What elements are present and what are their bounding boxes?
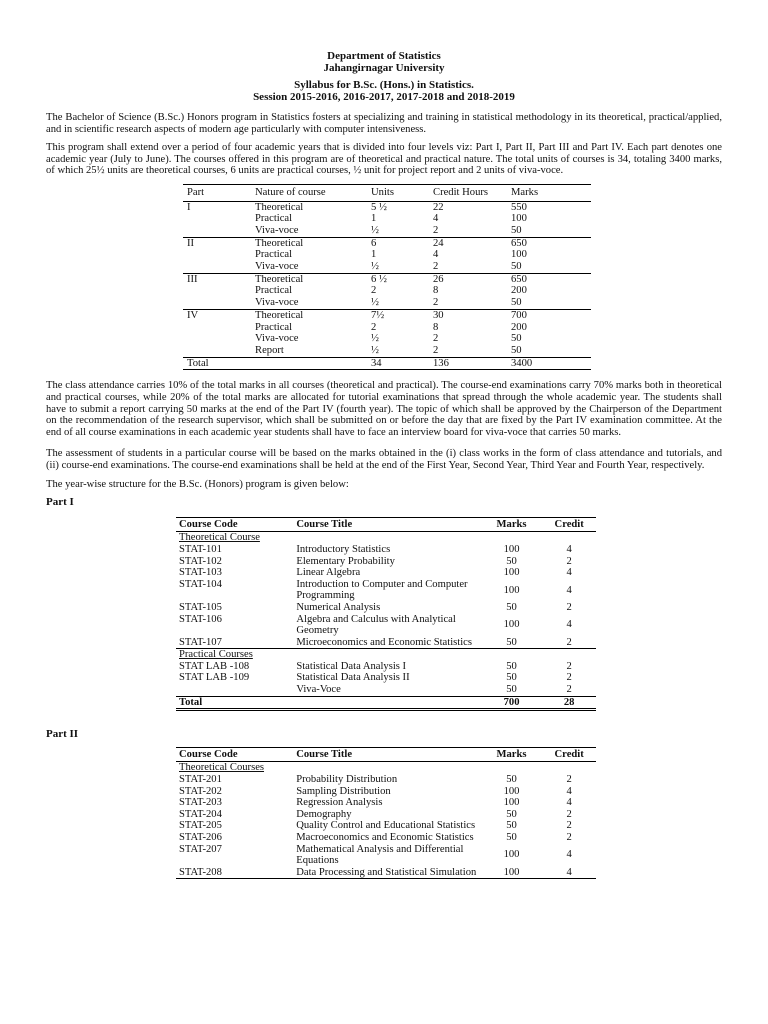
university-name: Jahangirnagar University (323, 62, 445, 74)
course-row (176, 867, 596, 879)
summary-cell: 2 (433, 261, 511, 273)
course-cell: Macroeconomics and Economic Statistics (296, 832, 474, 843)
summary-cell (183, 322, 255, 334)
summary-cell: Theoretical (255, 309, 304, 321)
course-row (176, 797, 596, 809)
course-row (176, 579, 596, 602)
syllabus-title: Syllabus for B.Sc. (Hons.) in Statistics. (294, 79, 474, 91)
summary-cell: 50 (511, 345, 591, 357)
total-cell (296, 696, 480, 710)
course-cell: Statistical Data Analysis I (296, 660, 407, 672)
summary-total-cell (255, 357, 371, 370)
summary-body (183, 201, 591, 370)
summary-row (183, 201, 591, 213)
summary-cell: 2 (433, 345, 511, 357)
course-row (176, 844, 596, 867)
summary-cell: Viva-voce (255, 333, 299, 345)
summary-row (183, 297, 591, 309)
summary-cell: Theoretical (255, 237, 304, 249)
summary-cell: 22 (433, 201, 444, 213)
course-cell: STAT-107 (179, 636, 222, 648)
summary-cell (183, 345, 255, 357)
summary-cell: 2 (433, 297, 511, 309)
course-cell: 50 (506, 808, 517, 820)
course-cell: STAT LAB -108 (179, 660, 250, 672)
course-cell: STAT-205 (179, 820, 222, 832)
course-cell: 100 (503, 543, 520, 555)
course-cell: 50 (506, 774, 517, 786)
summary-cell: Viva-voce (255, 261, 371, 273)
summary-cell: 6 (371, 237, 377, 249)
course-row (176, 774, 596, 786)
summary-cell: 50 (511, 333, 522, 345)
course-row (176, 556, 596, 568)
course-row (176, 684, 596, 696)
summary-total-cell: 136 (433, 357, 511, 370)
course-cell: Data Processing and Statistical Simulation (296, 867, 481, 879)
part-2-body (176, 762, 596, 879)
part-2-table (176, 747, 596, 880)
summary-cell: 200 (511, 285, 527, 297)
course-cell: 2 (566, 774, 572, 786)
summary-cell: 550 (511, 201, 527, 213)
course-cell: Viva-Voce (296, 684, 341, 696)
summary-cell: Viva-voce (255, 297, 371, 309)
summary-cell: Practical (255, 249, 293, 261)
course-cell: Regression Analysis (296, 797, 383, 809)
total-cell: 700 (481, 696, 543, 710)
total-cell: 28 (542, 696, 596, 710)
summary-row (183, 213, 591, 225)
summary-row (183, 273, 591, 285)
course-cell: Elementary Probability (296, 555, 395, 567)
summary-cell: Practical (255, 213, 293, 225)
course-cell: STAT-105 (179, 601, 222, 613)
credit-header: Credit (542, 747, 596, 762)
course-cell: 2 (566, 808, 572, 820)
summary-row (183, 345, 591, 357)
course-row (176, 820, 596, 832)
part-1-body (176, 532, 596, 710)
summary-cell: 7½ (371, 309, 385, 321)
course-cell: 100 (481, 867, 543, 879)
course-cell: 2 (566, 636, 572, 648)
course-cell: 2 (566, 555, 572, 567)
course-cell: 4 (566, 785, 572, 797)
course-cell: Microeconomics and Economic Statistics (296, 636, 472, 648)
course-cell: 100 (503, 584, 520, 596)
summary-cell: Practical (255, 321, 293, 333)
course-cell: 50 (506, 832, 517, 843)
summary-row (183, 309, 591, 321)
course-row (176, 544, 596, 556)
section-heading-row (176, 649, 596, 661)
summary-header-row (183, 184, 591, 201)
summary-cell: Report (255, 345, 371, 357)
summary-cell: 1 (371, 213, 377, 225)
summary-cell: ½ (371, 333, 379, 345)
assessment-paragraph: The assessment of students in a particular course will be based on the marks obtained in the (i) class works in the form of class attendance and tutorials, and (ii) course-end examinations. The course-end examinations shall be held at the end of the First Year, Second Year, Third Year and Fourth Year, respectively. (46, 448, 722, 471)
summary-cell: 2 (433, 333, 439, 345)
course-cell: 2 (566, 832, 572, 843)
marks-header: Marks (481, 747, 543, 762)
summary-cell: 6 ½ (371, 273, 387, 285)
course-cell: 4 (542, 867, 596, 879)
summary-cell: Practical (255, 285, 293, 297)
course-row (176, 672, 596, 684)
summary-row (183, 333, 591, 345)
summary-cell (183, 213, 255, 225)
section-heading: Practical Courses (176, 649, 596, 661)
summary-cell: 26 (433, 273, 444, 285)
course-cell: 50 (506, 684, 517, 696)
summary-cell: ½ (371, 225, 433, 237)
section-heading: Theoretical Course (179, 532, 260, 544)
intro-paragraph: The Bachelor of Science (B.Sc.) Honors program in Statistics fosters at specializing and training in statistical methodology in its theoretical, practical/applied, and in scientific research aspects of modern age particularly with computer intensiveness. (46, 112, 722, 135)
course-cell: STAT-202 (179, 785, 222, 797)
summary-cell: 8 (433, 285, 439, 297)
course-title-header: Course Title (296, 517, 480, 532)
summary-cell: 200 (511, 321, 527, 333)
summary-cell: 100 (511, 249, 527, 261)
course-cell: 2 (566, 601, 572, 613)
summary-table (183, 184, 591, 370)
course-row (176, 786, 596, 798)
summary-row (183, 261, 591, 273)
summary-cell: 4 (433, 213, 439, 225)
summary-row (183, 237, 591, 249)
course-cell: Algebra and Calculus with Analytical Geometry (296, 613, 456, 637)
summary-cell: 4 (433, 249, 439, 261)
summary-cell: IV (187, 309, 199, 321)
course-cell: 50 (506, 820, 517, 832)
course-cell: STAT-102 (179, 555, 222, 567)
course-cell: Numerical Analysis (296, 601, 381, 613)
course-cell: STAT-203 (179, 797, 222, 809)
summary-cell (183, 249, 255, 261)
section-heading: Theoretical Courses (179, 762, 265, 774)
attendance-paragraph: The class attendance carries 10% of the total marks in all courses (theoretical and practical). The course-end examinations carry 70% marks both in theoretical and practical courses, while 20% of the total marks are allocated for tutorial examinations that spread through the whole academic year. The students shall have to submit a report carrying 50 marks at the end of the Part IV (fourth year). The topic of which shall be approved by the Chairperson of the Department on the recommendation of the research supervisor, which shall be submitted on or before the day that are fixed by the Part IV examination committee. At the end of all course examinations in each academic year students shall have to face an interview board for viva-voce that carries 50 marks. (46, 380, 722, 438)
course-cell: 2 (566, 672, 572, 684)
part-2-header-row (176, 747, 596, 762)
credit-header: Credit (542, 517, 596, 532)
summary-cell (183, 285, 255, 297)
course-cell: STAT-103 (179, 567, 222, 579)
summary-row (183, 249, 591, 261)
summary-cell: ½ (371, 345, 433, 357)
summary-cell: 50 (511, 297, 591, 309)
course-code-header: Course Code (176, 747, 296, 762)
course-cell: STAT-208 (176, 867, 296, 879)
course-cell: STAT-104 (179, 578, 222, 590)
summary-cell: 50 (511, 261, 591, 273)
summary-cell: 2 (371, 321, 377, 333)
course-cell: STAT-201 (179, 774, 222, 786)
course-cell: 4 (566, 849, 572, 861)
summary-row (183, 225, 591, 237)
summary-cell: Theoretical (255, 273, 304, 285)
summary-total-cell: Total (183, 357, 255, 370)
summary-cell: II (187, 237, 195, 249)
summary-cell: 2 (371, 285, 377, 297)
course-cell: STAT-207 (179, 843, 222, 855)
summary-cell (183, 333, 255, 345)
summary-cell: Viva-voce (255, 225, 371, 237)
course-cell: Introductory Statistics (296, 543, 391, 555)
program-paragraph: This program shall extend over a period of four academic years that is divided into four levels viz: Part I, Part II, Part III and Part IV. Each part denotes one academic year (July to June). The courses offered in this program are of theoretical and practical nature. The total units of courses is 34, totaling 3400 marks, of which 25½ units are theoretical courses, 6 units are practical courses, ½ unit for project report and 2 units of viva-voce. (46, 142, 722, 177)
summary-cell: 700 (511, 309, 527, 321)
summary-header-cell: Part (183, 184, 255, 201)
session-title: Session 2015-2016, 2016-2017, 2017-2018 and 2018-2019 (253, 91, 515, 103)
summary-cell: 8 (433, 321, 439, 333)
course-cell: 100 (503, 619, 520, 631)
summary-row (183, 285, 591, 297)
course-cell: Probability Distribution (296, 774, 398, 786)
course-cell: STAT-204 (179, 808, 222, 820)
course-row (176, 832, 596, 844)
course-code-header: Course Code (176, 517, 296, 532)
course-cell: STAT-106 (179, 613, 222, 625)
course-cell: 4 (566, 567, 572, 579)
course-row (176, 614, 596, 637)
course-cell: 100 (503, 797, 520, 809)
summary-total-cell: 34 (371, 357, 433, 370)
course-row (176, 637, 596, 649)
course-cell: 4 (566, 797, 572, 809)
summary-cell: Theoretical (255, 201, 304, 213)
summary-cell: 1 (371, 249, 377, 261)
summary-cell: 650 (511, 237, 527, 249)
course-cell: STAT-101 (179, 543, 222, 555)
summary-cell (183, 261, 255, 273)
summary-cell: 24 (433, 237, 444, 249)
summary-cell: 100 (511, 213, 527, 225)
summary-cell: ½ (371, 261, 433, 273)
summary-cell (183, 225, 255, 237)
course-row (176, 567, 596, 579)
course-cell: STAT LAB -109 (179, 672, 250, 684)
syllabus-page (46, 50, 722, 879)
summary-cell: I (187, 201, 191, 213)
summary-row (183, 322, 591, 334)
course-cell: Sampling Distribution (296, 785, 391, 797)
summary-cell: 650 (511, 273, 527, 285)
part-1-header-row (176, 517, 596, 532)
summary-total-cell: 3400 (511, 357, 591, 370)
course-cell: 50 (506, 601, 517, 613)
course-cell: 4 (566, 619, 572, 631)
section-heading-row (176, 532, 596, 544)
course-cell: 50 (506, 636, 517, 648)
part-1-table (176, 517, 596, 712)
course-cell: 100 (503, 567, 520, 579)
summary-cell: ½ (371, 297, 433, 309)
total-cell: Total (176, 696, 296, 710)
summary-header-cell: Credit Hours (433, 184, 511, 201)
summary-cell: 30 (433, 309, 444, 321)
marks-header: Marks (481, 517, 543, 532)
course-cell: 100 (503, 785, 520, 797)
course-cell: 50 (506, 672, 517, 684)
course-row (176, 602, 596, 614)
course-cell: Introduction to Computer and Computer Programming (296, 578, 468, 602)
summary-cell: 2 (433, 225, 511, 237)
department-name: Department of Statistics (327, 50, 441, 62)
summary-header-cell: Marks (511, 184, 591, 201)
part-2-label: Part II (46, 728, 79, 741)
total-row (176, 696, 596, 710)
course-cell (176, 684, 296, 696)
course-cell: 50 (506, 660, 517, 672)
structure-intro: The year-wise structure for the B.Sc. (Honors) program is given below: (46, 478, 349, 490)
summary-cell: III (187, 273, 198, 285)
course-title-header: Course Title (296, 747, 481, 762)
course-cell: Statistical Data Analysis II (296, 672, 410, 684)
course-cell: Demography (296, 808, 352, 820)
part-1-label: Part I (46, 496, 74, 509)
summary-total-row (183, 357, 591, 370)
summary-cell: 5 ½ (371, 201, 387, 213)
summary-header-cell: Nature of course (255, 184, 371, 201)
course-cell: 50 (506, 555, 517, 567)
course-cell: Linear Algebra (296, 567, 361, 579)
section-heading-row (176, 762, 596, 774)
course-cell: Quality Control and Educational Statistics (296, 820, 476, 832)
course-cell: 2 (566, 660, 572, 672)
course-cell: STAT-206 (179, 832, 222, 843)
summary-header-cell: Units (371, 184, 433, 201)
course-cell: 2 (566, 820, 572, 832)
course-cell: 4 (566, 584, 572, 596)
course-cell: 2 (566, 684, 572, 696)
course-cell: 100 (503, 849, 520, 861)
course-row (176, 809, 596, 821)
summary-cell (183, 297, 255, 309)
course-cell: Mathematical Analysis and Differential Equations (296, 843, 464, 867)
course-row (176, 661, 596, 673)
course-cell: 4 (566, 543, 572, 555)
summary-cell: 50 (511, 225, 591, 237)
